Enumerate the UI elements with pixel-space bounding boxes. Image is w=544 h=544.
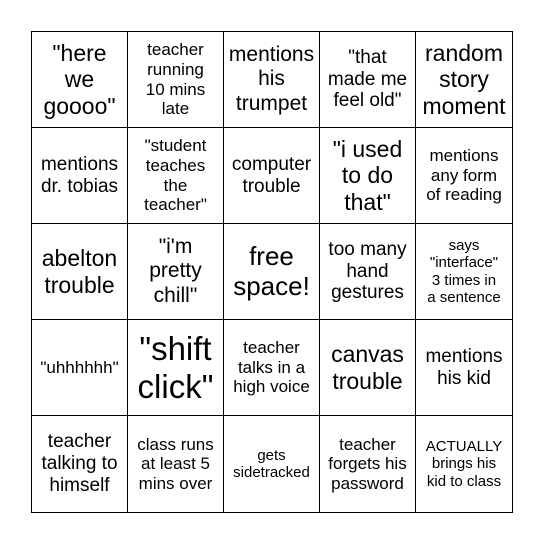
bingo-cell-5-5[interactable]: ACTUALLY brings his kid to class <box>425 438 503 490</box>
bingo-cell-3-2[interactable]: "i'm pretty chill" <box>128 224 224 320</box>
bingo-cell-2-5[interactable]: mentions any form of reading <box>416 128 512 224</box>
bingo-cell-2-4[interactable]: "i used to do that" <box>320 128 416 224</box>
bingo-cell-1-5[interactable]: random story moment <box>416 32 512 128</box>
bingo-cell-5-4[interactable]: teacher forgets his password <box>320 416 416 512</box>
bingo-cell-3-5[interactable]: says "interface" 3 times in a sentence <box>416 224 512 320</box>
bingo-cell-5-2[interactable]: class runs at least 5 mins over <box>128 416 224 512</box>
bingo-cell-4-3[interactable]: teacher talks in a high voice <box>224 320 320 416</box>
bingo-cell-4-4[interactable]: canvas trouble <box>320 320 416 416</box>
bingo-cell-4-1[interactable]: "uhhhhhh" <box>32 320 128 416</box>
bingo-cell-3-4[interactable]: too many hand gestures <box>320 224 416 320</box>
bingo-cell-4-2[interactable]: "shift click" <box>128 320 224 416</box>
bingo-cell-5-3[interactable]: gets sidetracked <box>224 416 320 512</box>
bingo-cell-2-3[interactable]: computer trouble <box>224 128 320 224</box>
bingo-cell-1-1[interactable]: "here we goooo" <box>32 32 128 128</box>
bingo-cell-1-4[interactable]: "that made me feel old" <box>320 32 416 128</box>
bingo-cell-3-3-free-space[interactable]: free space! <box>224 224 320 320</box>
bingo-cell-4-5[interactable]: mentions his kid <box>416 320 512 416</box>
bingo-cell-2-1[interactable]: mentions dr. tobias <box>32 128 128 224</box>
bingo-cell-5-1[interactable]: teacher talking to himself <box>32 416 128 512</box>
bingo-cell-2-2[interactable]: "student teaches the teacher" <box>128 128 224 224</box>
bingo-board <box>31 31 513 513</box>
bingo-cell-1-2[interactable]: teacher running 10 mins late <box>128 32 224 128</box>
bingo-cell-3-1[interactable]: abelton trouble <box>32 224 128 320</box>
bingo-cell-1-3[interactable]: mentions his trumpet <box>224 32 320 128</box>
